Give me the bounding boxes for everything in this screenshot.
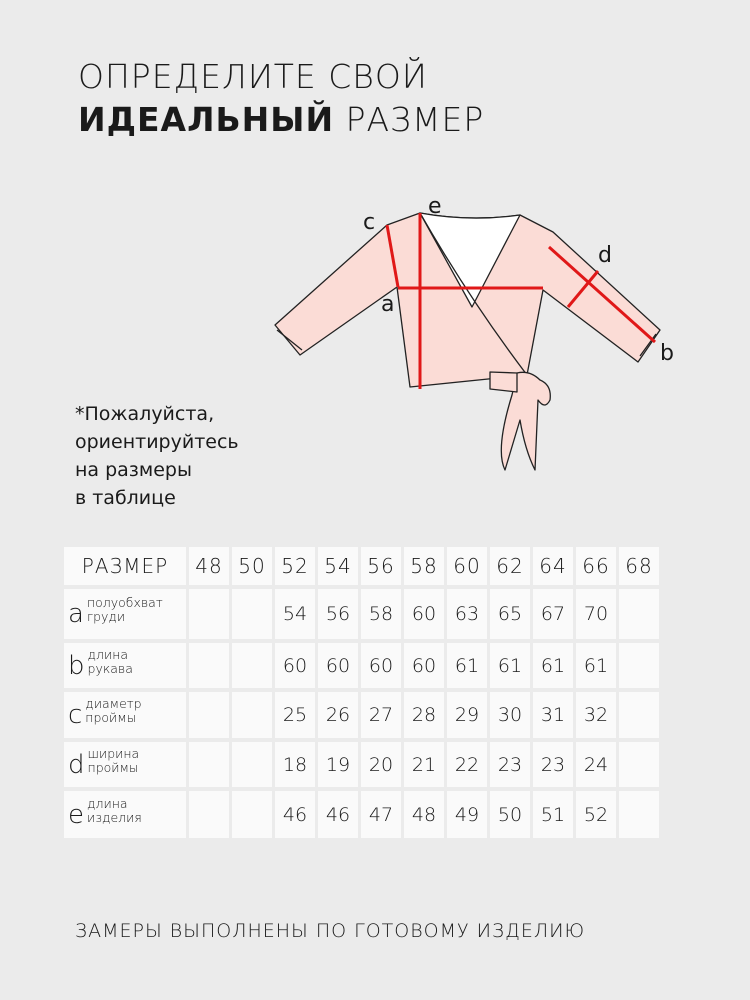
table-cell: 49: [447, 791, 487, 838]
row-desc-line: длина: [87, 646, 129, 662]
row-desc-line: груди: [86, 609, 126, 624]
table-cell: 70: [576, 589, 616, 639]
tie-band: [490, 372, 517, 392]
size-header: 58: [404, 547, 444, 585]
row-desc: [88, 747, 140, 775]
table-cell: 46: [275, 791, 315, 838]
table-cell: [232, 643, 272, 688]
footer-note: ЗАМЕРЫ ВЫПОЛНЕНЫ ПО ГОТОВОМУ ИЗДЕЛИЮ: [75, 920, 586, 942]
size-header: 64: [533, 547, 573, 585]
size-header: 60: [447, 547, 487, 585]
table-cell: 18: [275, 742, 315, 787]
row-letter: e: [68, 799, 84, 830]
size-header: 50: [232, 547, 272, 585]
row-letter: b: [68, 650, 85, 681]
table-cell: 63: [447, 589, 487, 639]
table-cell: [619, 692, 659, 738]
table-cell: 21: [404, 742, 444, 787]
table-cell: 60: [318, 643, 358, 688]
table-cell: 60: [404, 589, 444, 639]
size-header: 54: [318, 547, 358, 585]
note-line: *Пожалуйста,: [75, 403, 215, 425]
table-cell: 32: [576, 692, 616, 738]
table-cell: [619, 589, 659, 639]
size-header: 62: [490, 547, 530, 585]
row-desc-line: изделия: [87, 809, 142, 825]
table-cell: [189, 692, 229, 738]
size-header: 56: [361, 547, 401, 585]
table-cell: [189, 589, 229, 639]
table-cell: 46: [318, 791, 358, 838]
table-cell: 31: [533, 692, 573, 738]
table-cell: 61: [447, 643, 487, 688]
table-cell: 56: [318, 589, 358, 639]
table-cell: 54: [275, 589, 315, 639]
note-line: ориентируйтесь: [75, 431, 239, 453]
row-desc: [85, 697, 141, 725]
table-cell: [232, 742, 272, 787]
title-line-1: ОПРЕДЕЛИТЕ СВОЙ: [78, 57, 428, 96]
label-d: d: [598, 243, 612, 268]
table-cell: 47: [361, 791, 401, 838]
table-cell: 61: [490, 643, 530, 688]
title-rest: РАЗМЕР: [334, 100, 485, 139]
size-header: 52: [275, 547, 315, 585]
table-cell: 61: [576, 643, 616, 688]
row-desc: [87, 797, 142, 825]
row-letter: d: [68, 749, 85, 780]
row-desc-line: длина: [87, 795, 128, 811]
note: [75, 400, 239, 512]
row-label: [64, 692, 186, 738]
table-cell: 23: [533, 742, 573, 787]
row-label: [64, 589, 186, 639]
table-cell: 19: [318, 742, 358, 787]
label-e: e: [428, 194, 442, 219]
table-cell: 65: [490, 589, 530, 639]
label-a: a: [381, 292, 395, 317]
table-cell: 26: [318, 692, 358, 738]
row-desc-line: рукава: [87, 660, 133, 676]
row-desc-line: полуобхват: [86, 595, 163, 610]
size-header: 48: [189, 547, 229, 585]
row-label: [64, 742, 186, 787]
title-bold: ИДЕАЛЬНЫЙ: [78, 100, 335, 139]
row-letter: c: [68, 700, 83, 730]
row-desc: [88, 648, 133, 676]
table-cell: [189, 742, 229, 787]
label-c: c: [363, 210, 376, 235]
table-cell: 50: [490, 791, 530, 838]
table-cell: [189, 643, 229, 688]
row-desc-line: проймы: [85, 710, 137, 725]
table-cell: 61: [533, 643, 573, 688]
table-cell: 27: [361, 692, 401, 738]
label-b: b: [660, 341, 674, 366]
note-line: на размеры: [75, 459, 192, 481]
row-desc-line: проймы: [87, 759, 139, 775]
table-cell: 60: [404, 643, 444, 688]
table-cell: 67: [533, 589, 573, 639]
table-cell: [189, 791, 229, 838]
size-header: 66: [576, 547, 616, 585]
row-desc: [87, 596, 163, 624]
note-line: в таблице: [75, 487, 176, 509]
table-cell: [232, 692, 272, 738]
table-cell: [232, 589, 272, 639]
table-cell: 25: [275, 692, 315, 738]
row-desc-line: диаметр: [85, 696, 142, 711]
table-cell: [619, 742, 659, 787]
table-cell: 22: [447, 742, 487, 787]
table-cell: 52: [576, 791, 616, 838]
table-cell: 24: [576, 742, 616, 787]
table-cell: 48: [404, 791, 444, 838]
row-letter: a: [68, 599, 84, 629]
table-cell: [619, 643, 659, 688]
table-cell: 28: [404, 692, 444, 738]
table-cell: [232, 791, 272, 838]
table-cell: 60: [361, 643, 401, 688]
table-cell: [619, 791, 659, 838]
table-cell: 29: [447, 692, 487, 738]
row-label: [64, 643, 186, 688]
table-cell: 58: [361, 589, 401, 639]
table-cell: 51: [533, 791, 573, 838]
size-table: [64, 547, 659, 838]
table-cell: 20: [361, 742, 401, 787]
size-header: 68: [619, 547, 659, 585]
table-cell: 30: [490, 692, 530, 738]
row-label: [64, 791, 186, 838]
row-desc-line: ширина: [87, 745, 140, 761]
table-cell: 23: [490, 742, 530, 787]
table-cell: 60: [275, 643, 315, 688]
table-header-label: РАЗМЕР: [64, 547, 186, 585]
